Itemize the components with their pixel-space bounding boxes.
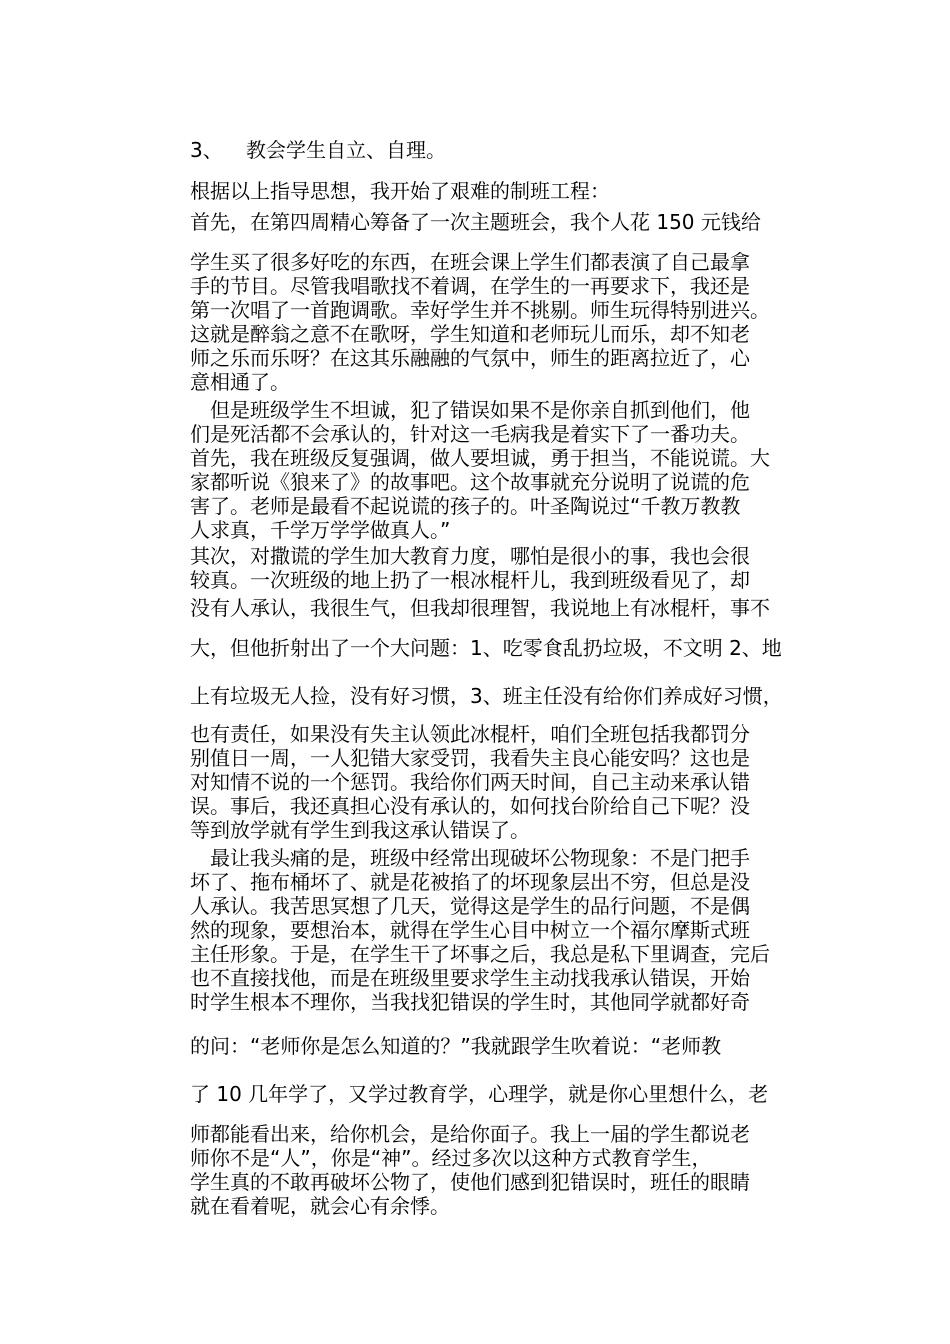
text-line: 师你不是“人”，你是“神”。经过多次以这种方式教育学生，	[190, 1146, 712, 1170]
heading-number: 3、	[190, 138, 223, 162]
text-line: 没有人承认，我很生气，但我却很理智，我说地上有冰棍杆，事不	[190, 596, 770, 620]
text-line: 等到放学就有学生到我这承认错误了。	[190, 818, 530, 842]
text-line: 首先，我在班级反复强调，做人要坦诚，勇于担当，不能说谎。大	[190, 446, 770, 470]
text-line: 上有垃圾无人捡，没有好习惯，3、班主任没有给你们养成好习惯，	[190, 684, 783, 708]
text-line: 时学生根本不理你，当我找犯错误的学生时，其他同学就都好奇	[190, 990, 750, 1014]
text-line: 主任形象。于是，在学生干了坏事之后，我总是私下里调查，完后	[190, 942, 770, 966]
text-line: 大，但他折射出了一个大问题：1、吃零食乱扔垃圾，不文明 2、地	[190, 636, 782, 660]
text-line: 对知情不说的一个惩罚。我给你们两天时间，自己主动来承认错	[190, 770, 750, 794]
text-line: 家都听说《狼来了》的故事吧。这个故事就充分说明了说谎的危	[190, 470, 750, 494]
text-line: 就在看着呢，就会心有余悸。	[190, 1194, 450, 1218]
text-line: 较真。一次班级的地上扔了一根冰棍杆儿，我到班级看见了，却	[190, 568, 750, 592]
text-line: 人承认。我苦思冥想了几天，觉得这是学生的品行问题，不是偶	[190, 894, 750, 918]
text-line: 学生买了很多好吃的东西，在班会课上学生们都表演了自己最拿	[190, 250, 750, 274]
text-line: 害了。老师是最看不起说谎的孩子的。叶圣陶说过“千教万教教	[190, 494, 741, 518]
section-heading	[190, 138, 820, 162]
text-line: 学生真的不敢再破坏公物了，使他们感到犯错误时，班任的眼睛	[190, 1170, 750, 1194]
text-line: 别值日一周，一人犯错大家受罚，我看失主良心能安吗？这也是	[190, 746, 750, 770]
text-line: 师都能看出来，给你机会，是给你面子。我上一届的学生都说老	[190, 1122, 750, 1146]
text-line: 人求真，千学万学学做真人。”	[190, 518, 451, 542]
text-line: 也有责任，如果没有失主认领此冰棍杆，咱们全班包括我都罚分	[190, 722, 750, 746]
text-line: 意相通了。	[190, 370, 290, 394]
text-line: 第一次唱了一首跑调歌。幸好学生并不挑剔。师生玩得特别进兴。	[190, 298, 770, 322]
heading-text: 教会学生自立、自理。	[246, 138, 446, 162]
text-line: 首先，在第四周精心筹备了一次主题班会，我个人花 150 元钱给	[190, 210, 761, 234]
text-line: 这就是醉翁之意不在歌呀，学生知道和老师玩儿而乐，却不知老	[190, 322, 750, 346]
text-line: 手的节目。尽管我唱歌找不着调，在学生的一再要求下，我还是	[190, 274, 750, 298]
text-line: 了 10 几年学了，又学过教育学，心理学，就是你心里想什么，老	[190, 1082, 769, 1106]
text-line: 最让我头痛的是，班级中经常出现破坏公物现象：不是门把手	[190, 846, 750, 870]
text-line: 然的现象，要想治本，就得在学生心目中树立一个福尔摩斯式班	[190, 918, 750, 942]
text-line: 的问：“老师你是怎么知道的？”我就跟学生吹着说：“老师教	[190, 1034, 722, 1058]
text-line: 坏了、拖布桶坏了、就是花被掐了的坏现象层出不穷，但总是没	[190, 870, 750, 894]
text-line: 根据以上指导思想，我开始了艰难的制班工程：	[190, 179, 610, 203]
text-line: 但是班级学生不坦诚，犯了错误如果不是你亲自抓到他们，他	[190, 398, 750, 422]
text-line: 师之乐而乐呀？在这其乐融融的气氛中，师生的距离拉近了，心	[190, 346, 750, 370]
text-line: 其次，对撒谎的学生加大教育力度，哪怕是很小的事，我也会很	[190, 544, 750, 568]
text-line: 们是死活都不会承认的，针对这一毛病我是着实下了一番功夫。	[190, 422, 750, 446]
text-line: 误。事后，我还真担心没有承认的，如何找台阶给自己下呢？没	[190, 794, 750, 818]
text-line: 也不直接找他，而是在班级里要求学生主动找我承认错误，开始	[190, 966, 750, 990]
